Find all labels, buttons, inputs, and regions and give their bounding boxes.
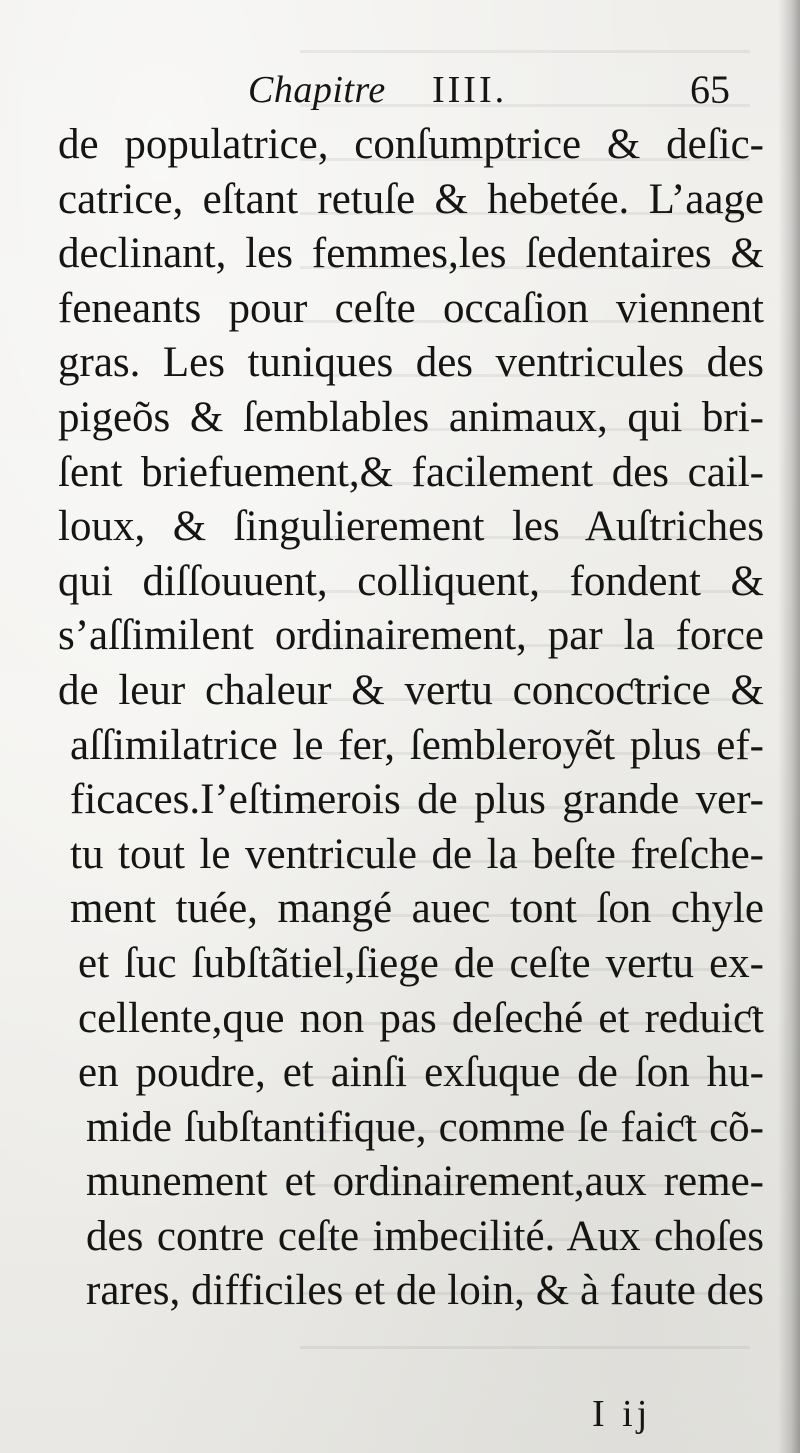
text-line: et ſuc ſubſtãtiel,ſiege de ceſte vertu ex- — [78, 939, 764, 987]
text-line: de populatrice, conſumptrice & deſic- — [58, 121, 764, 168]
text-line: en poudre, et ainſi exſuque de ſon hu- — [78, 1049, 764, 1097]
text-line: qui diſſouuent, colliquent, fondent & — [58, 557, 764, 605]
text-line: loux, & ſingulierement les Auſtriches — [58, 503, 764, 551]
text-line: cellente,que non pas deſeché et reduiƈt — [78, 994, 764, 1042]
text-line: feneants pour ceſte occaſion viennent — [58, 284, 764, 332]
text-line: ficaces.I’eſtimerois de plus grande ver- — [70, 776, 764, 824]
text-line: des contre ceſte imbecilité. Aux choſes — [86, 1212, 764, 1260]
text-line: ment tuée, mangé auec tont ſon chyle — [70, 885, 764, 933]
text-line: aſſimilatrice le fer, ſembleroyẽt plus ef- — [70, 721, 764, 769]
page-number: 65 — [690, 67, 730, 112]
signature-mark: I ij — [592, 1393, 652, 1435]
text-line: catrice, eſtant retuſe & hebetée. L’aage — [58, 175, 764, 223]
text-line: pigeõs & ſemblables animaux, qui bri- — [58, 393, 764, 441]
text-line: munement et ordinairement,aux reme- — [86, 1158, 764, 1206]
chapter-number: IIII. — [432, 69, 508, 111]
body-text — [58, 118, 764, 1319]
text-line: s’aſſimilent ordinairement, par la force — [58, 612, 764, 660]
text-line: declinant, les femmes,les ſedentaires & — [58, 230, 764, 278]
text-line: gras. Les tuniques des ventricules des — [58, 339, 764, 387]
running-header — [0, 62, 800, 122]
text-line: de leur chaleur & vertu concoƈtrice & — [58, 666, 764, 714]
text-line: tu tout le ventricule de la beſte freſche- — [70, 830, 764, 878]
page-gutter-shadow — [778, 0, 800, 1453]
text-line: rares, difficiles et de loin, & à faute des — [86, 1267, 764, 1315]
text-line: ſent briefuement,& facilement des cail- — [58, 448, 764, 496]
running-header-title: Chapitre — [248, 69, 386, 111]
text-line: mide ſubſtantifique, comme ſe faiƈt cõ- — [86, 1103, 764, 1151]
